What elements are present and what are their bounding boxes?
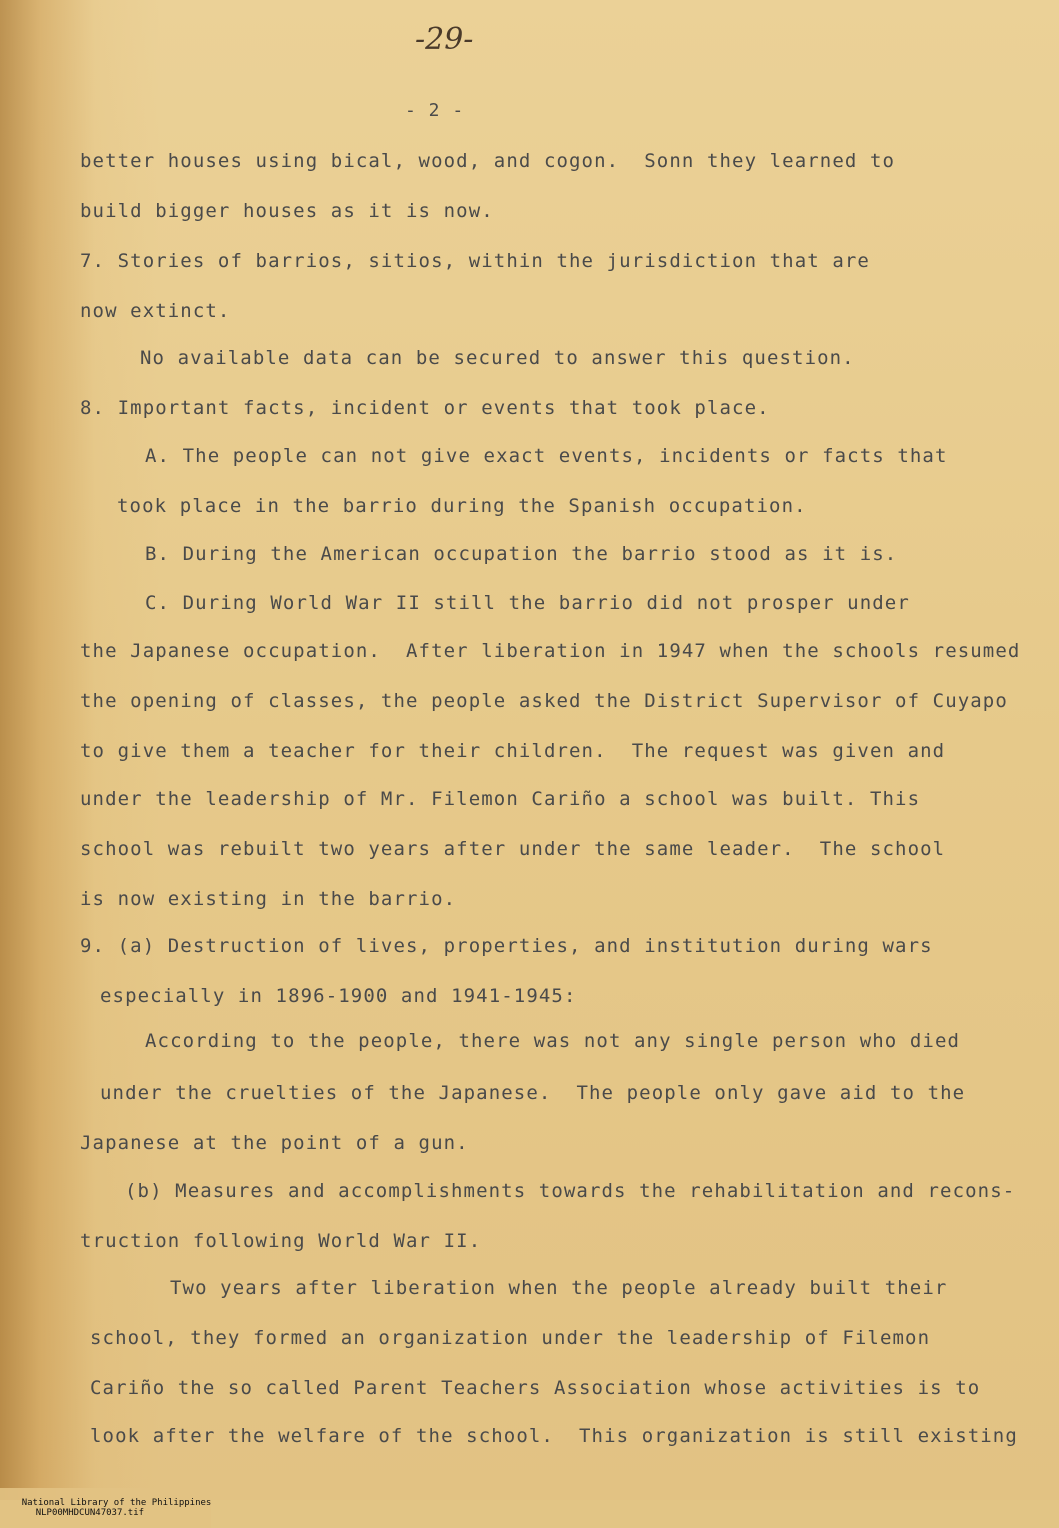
text-line: According to the people, there was not any single person who died (145, 1030, 961, 1052)
text-line: school was rebuilt two years after under the same leader. The school (80, 838, 946, 860)
text-line: Cariño the so called Parent Teachers Association whose activities is to (90, 1377, 981, 1399)
text-line: truction following World War II. (80, 1230, 482, 1252)
text-line: 9. (a) Destruction of lives, properties, and institution during wars (80, 935, 933, 957)
text-line: A. The people can not give exact events, incidents or facts that (145, 445, 948, 467)
text-line: 7. Stories of barrios, sitios, within the jurisdiction that are (80, 250, 870, 272)
text-line: better houses using bical, wood, and cogon. Sonn they learned to (80, 150, 896, 172)
text-line: look after the welfare of the school. This organization is still existing (90, 1425, 1018, 1447)
text-line: under the cruelties of the Japanese. The people only gave aid to the (100, 1082, 966, 1104)
scan-footer (0, 1488, 211, 1528)
text-line: is now existing in the barrio. (80, 888, 457, 910)
text-line: Japanese at the point of a gun. (80, 1132, 469, 1154)
text-line: B. During the American occupation the barrio stood as it is. (145, 543, 898, 565)
text-line: Two years after liberation when the people already built their (170, 1277, 948, 1299)
text-line: 8. Important facts, incident or events that took place. (80, 397, 770, 419)
footer-library: National Library of the Philippines (21, 1498, 212, 1508)
text-line: C. During World War II still the barrio did not prosper under (145, 592, 910, 614)
text-line: the opening of classes, the people asked the District Supervisor of Cuyapo (80, 690, 1008, 712)
typed-page-number: - 2 - (405, 100, 465, 121)
text-line: took place in the barrio during the Spanish occupation. (117, 495, 807, 517)
text-line: the Japanese occupation. After liberation in 1947 when the schools resumed (80, 640, 1021, 662)
footer-filename: NLP00MHDCUN47037.tif (35, 1508, 145, 1518)
text-line: school, they formed an organization under the leadership of Filemon (90, 1327, 931, 1349)
text-line: now extinct. (80, 300, 231, 322)
text-line: to give them a teacher for their children. The request was given and (80, 740, 946, 762)
text-line: (b) Measures and accomplishments towards the rehabilitation and recons- (125, 1180, 1016, 1202)
handwritten-page-number: -29- (415, 22, 474, 57)
text-line: especially in 1896-1900 and 1941-1945: (100, 985, 577, 1007)
text-line: No available data can be secured to answer this question. (140, 347, 855, 369)
text-line: build bigger houses as it is now. (80, 200, 494, 222)
text-line: under the leadership of Mr. Filemon Cariño a school was built. This (80, 788, 921, 810)
